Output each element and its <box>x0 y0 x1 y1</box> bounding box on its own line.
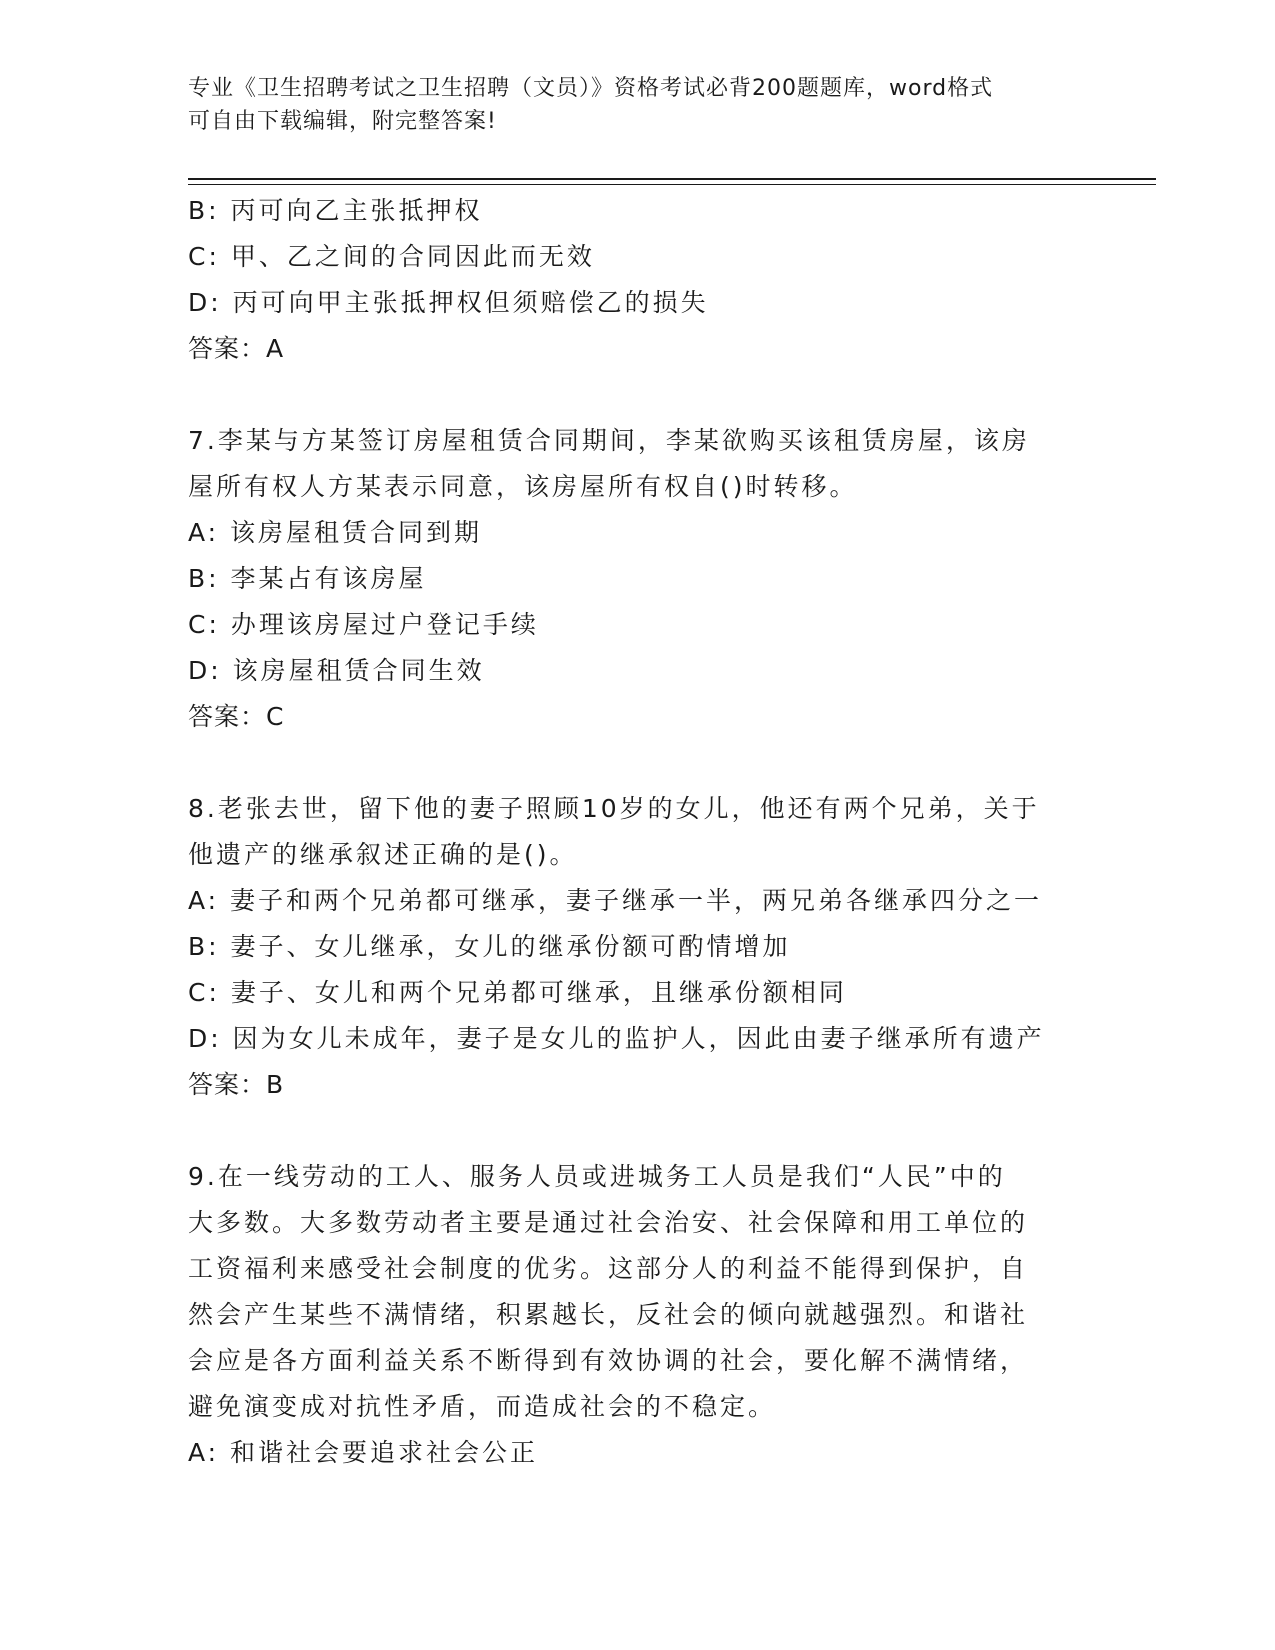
question-content <box>188 188 1078 1476</box>
option-b: B: 李某占有该房屋 <box>188 564 427 593</box>
option-a: A: 和谐社会要追求社会公正 <box>188 1438 539 1467</box>
option-b: B: 丙可向乙主张抵押权 <box>188 196 483 225</box>
option-d: D: 丙可向甲主张抵押权但须赔偿乙的损失 <box>188 288 709 317</box>
header-divider-thin <box>188 184 1156 185</box>
question-9 <box>188 1154 1078 1476</box>
spacer <box>188 372 1078 418</box>
question-stem-line: 工资福利来感受社会制度的优劣。这部分人的利益不能得到保护，自 <box>188 1254 1029 1283</box>
option-a: A: 妻子和两个兄弟都可继承，妻子继承一半，两兄弟各继承四分之一 <box>188 886 1043 915</box>
answer: 答案：C <box>188 702 285 731</box>
option-d: D: 该房屋租赁合同生效 <box>188 656 485 685</box>
answer: 答案：B <box>188 1070 285 1099</box>
answer: 答案：A <box>188 334 285 363</box>
question-8 <box>188 786 1078 1108</box>
option-c: C: 妻子、女儿和两个兄弟都可继承，且继承份额相同 <box>188 978 847 1007</box>
question-stem-line: 然会产生某些不满情绪，积累越长，反社会的倾向就越强烈。和谐社 <box>188 1300 1029 1329</box>
option-d: D: 因为女儿未成年，妻子是女儿的监护人，因此由妻子继承所有遗产 <box>188 1024 1045 1053</box>
question-7 <box>188 418 1078 740</box>
header-line-1: 专业《卫生招聘考试之卫生招聘（文员）》资格考试必背200题题库，word格式 <box>188 76 994 101</box>
page-header <box>188 72 1068 138</box>
question-stem-line: 9.在一线劳动的工人、服务人员或进城务工人员是我们“人民”中的 <box>188 1162 1006 1191</box>
question-6-continued <box>188 188 1078 372</box>
question-stem-line: 大多数。大多数劳动者主要是通过社会治安、社会保障和用工单位的 <box>188 1208 1029 1237</box>
spacer <box>188 740 1078 786</box>
question-stem-line: 屋所有权人方某表示同意，该房屋所有权自()时转移。 <box>188 472 858 501</box>
question-stem-line: 会应是各方面利益关系不断得到有效协调的社会，要化解不满情绪， <box>188 1346 1029 1375</box>
spacer <box>188 1108 1078 1154</box>
option-b: B: 妻子、女儿继承，女儿的继承份额可酌情增加 <box>188 932 791 961</box>
option-c: C: 办理该房屋过户登记手续 <box>188 610 539 639</box>
option-a: A: 该房屋租赁合同到期 <box>188 518 483 547</box>
question-stem-line: 避免演变成对抗性矛盾，而造成社会的不稳定。 <box>188 1392 777 1421</box>
header-line-2: 可自由下载编辑，附完整答案! <box>188 109 497 134</box>
option-c: C: 甲、乙之间的合同因此而无效 <box>188 242 595 271</box>
question-stem-line: 8.老张去世，留下他的妻子照顾10岁的女儿，他还有两个兄弟，关于 <box>188 794 1040 823</box>
question-stem-line: 7.李某与方某签订房屋租赁合同期间，李某欲购买该租赁房屋，该房 <box>188 426 1030 455</box>
header-divider-thick <box>188 178 1156 180</box>
question-stem-line: 他遗产的继承叙述正确的是()。 <box>188 840 578 869</box>
